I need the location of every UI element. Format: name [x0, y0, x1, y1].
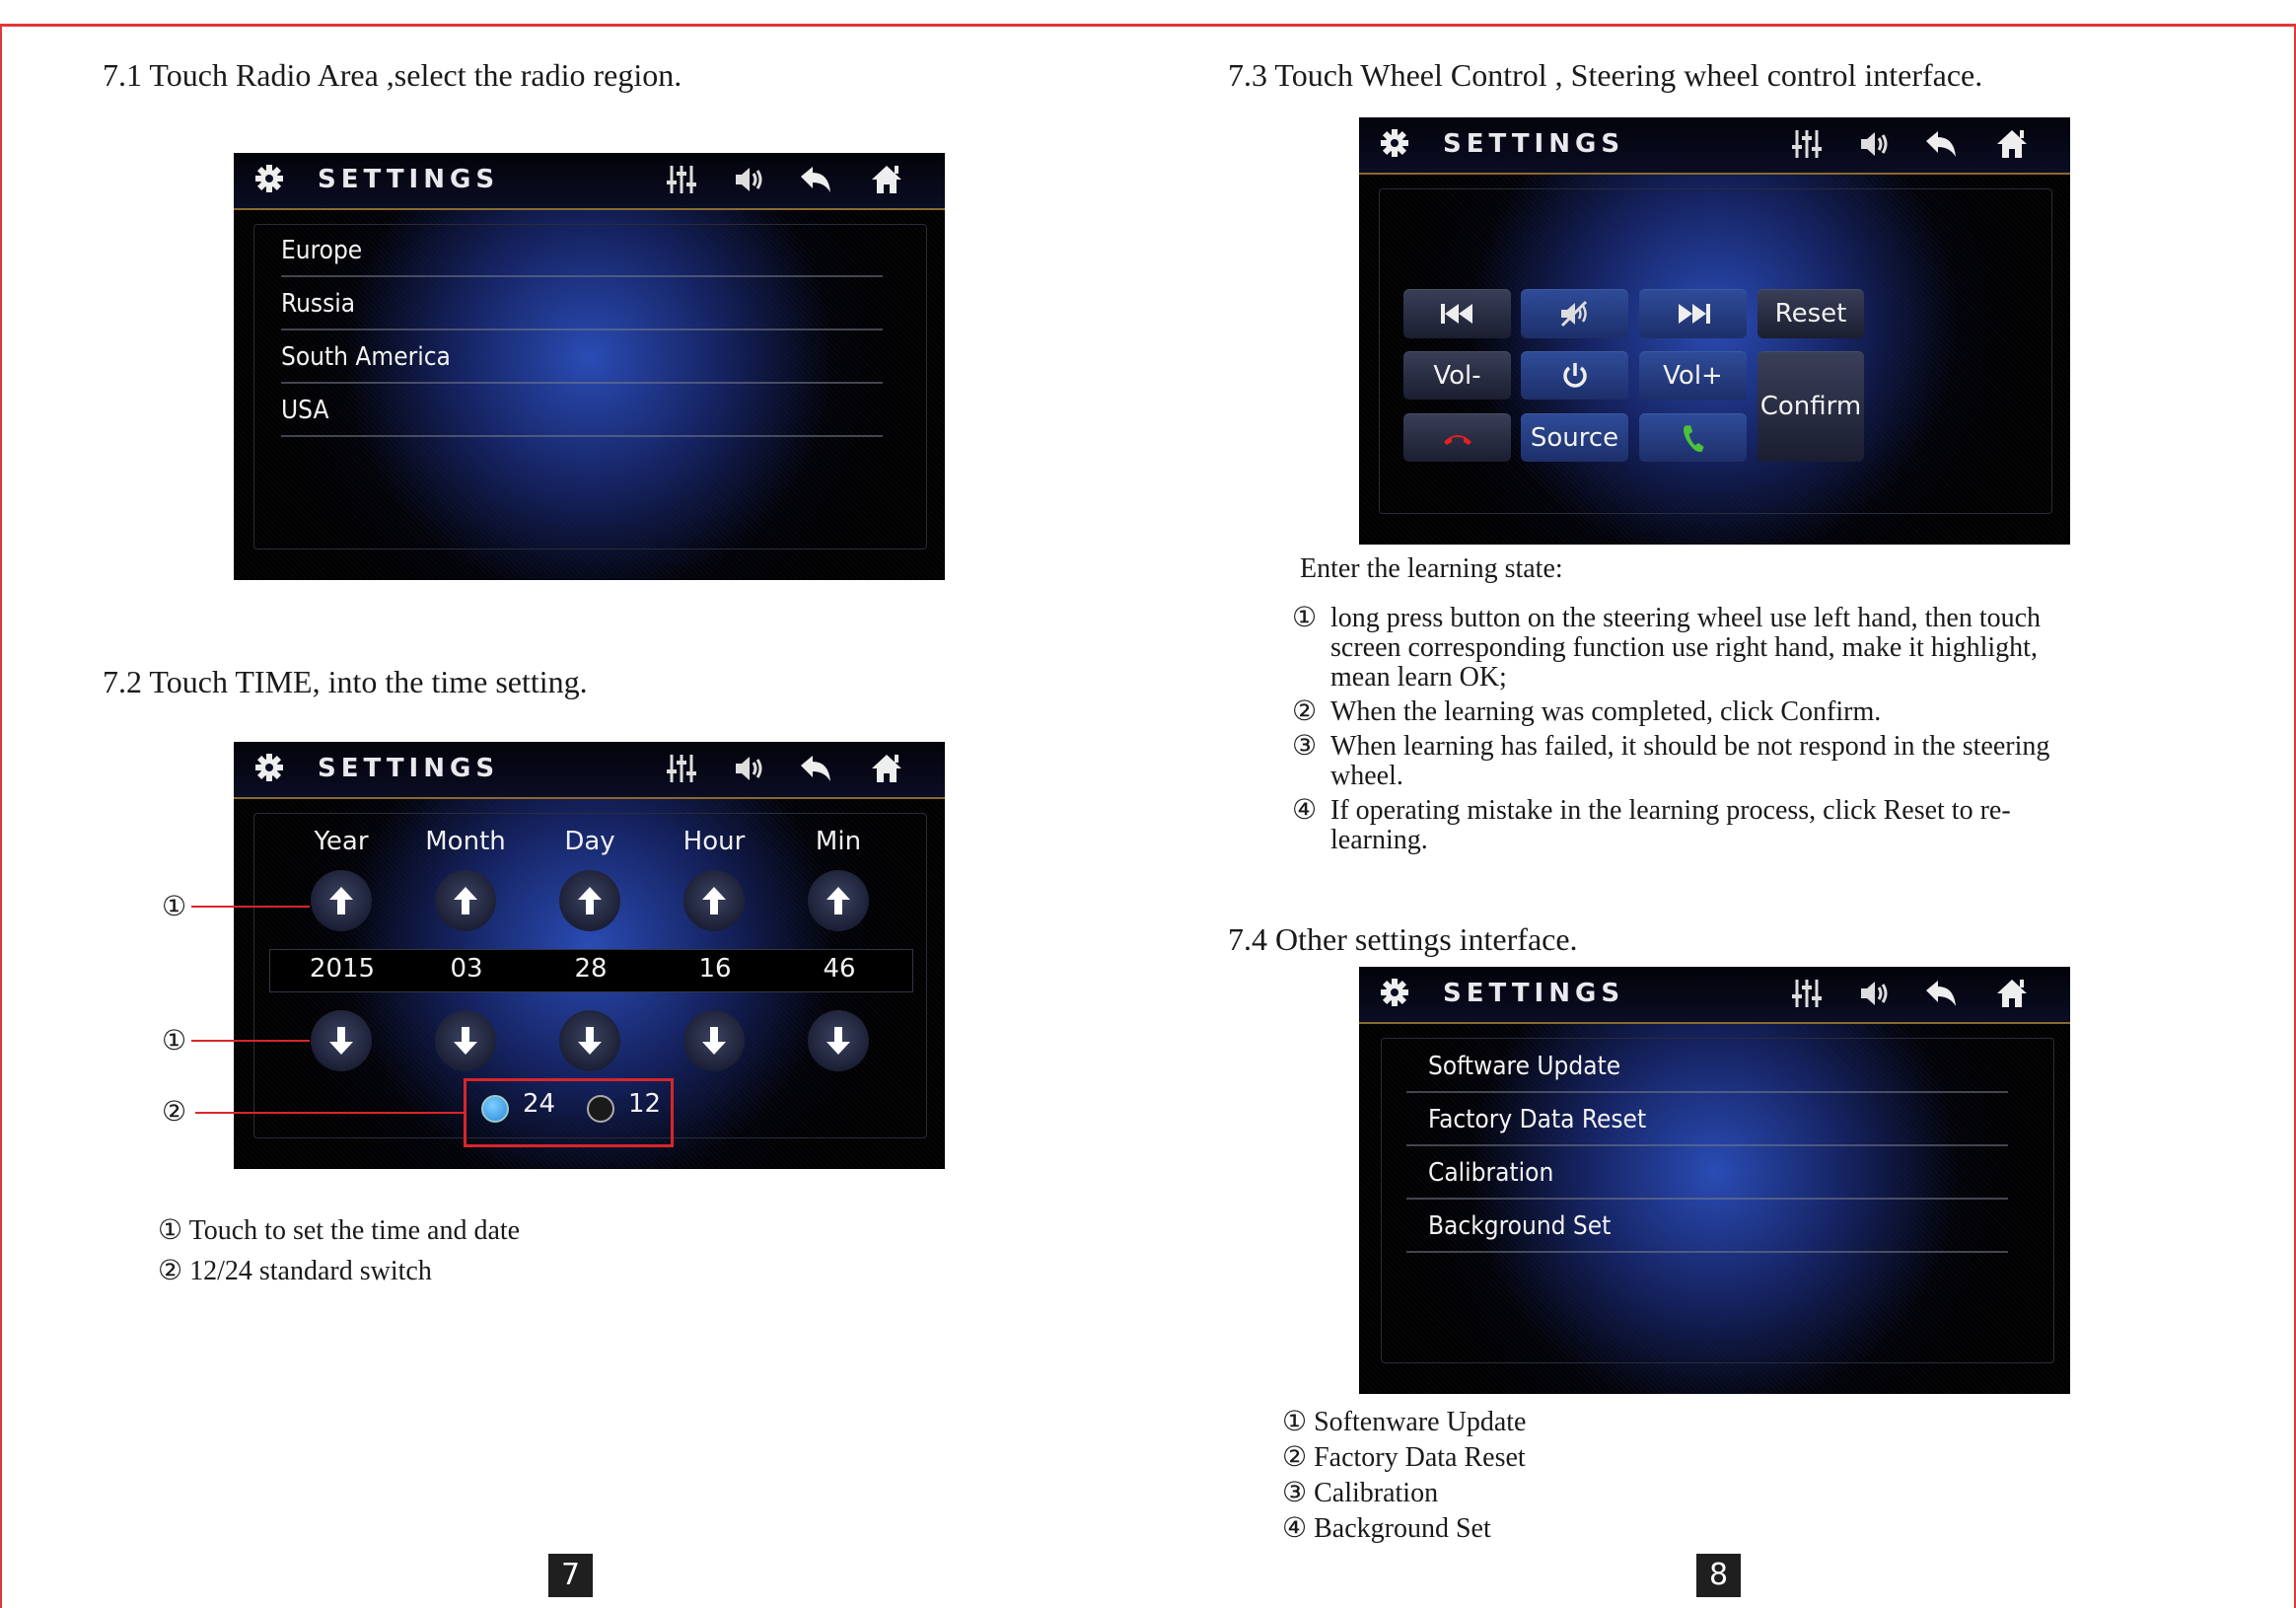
back-icon[interactable]	[1924, 977, 1958, 1010]
step-3-line-2: wheel.	[1330, 761, 1403, 791]
wheel-control-screen	[1359, 117, 2070, 545]
equalizer-icon[interactable]	[665, 163, 698, 196]
day-label: Day	[564, 827, 615, 856]
home-icon[interactable]	[1995, 127, 2029, 161]
section-71-heading: 7.1 Touch Radio Area ,select the radio region.	[103, 57, 682, 93]
arrow-down-icon	[448, 1023, 483, 1059]
min-value: 46	[823, 954, 856, 984]
section-73-heading: 7.3 Touch Wheel Control , Steering wheel control interface.	[1228, 57, 1983, 93]
page-border-left	[0, 24, 2, 1608]
arrow-up-icon	[448, 883, 483, 918]
arrow-down-icon	[323, 1023, 359, 1059]
arrow-down-icon	[696, 1023, 732, 1059]
gear-icon	[1379, 977, 1410, 1008]
region-item-usa[interactable]: USA	[281, 382, 883, 437]
step-3-line-1: When learning has failed, it should be not respond in the steering	[1330, 731, 2050, 762]
step-2-num: ②	[1292, 696, 1318, 727]
step-4-line-2: learning.	[1330, 825, 1428, 855]
hang-up-button[interactable]	[1403, 413, 1511, 462]
arrow-down-icon	[572, 1023, 608, 1059]
month-value: 03	[450, 954, 483, 984]
section-72-heading: 7.2 Touch TIME, into the time setting.	[103, 664, 588, 699]
other-settings-screen	[1359, 967, 2070, 1394]
step-3-num: ③	[1292, 731, 1318, 762]
gear-icon	[1379, 127, 1410, 159]
power-icon	[1561, 361, 1589, 391]
day-down-button[interactable]	[559, 1010, 620, 1071]
source-button[interactable]: Source	[1521, 413, 1628, 462]
note-2: ② 12/24 standard switch	[158, 1256, 432, 1286]
step-1-line-3: mean learn OK;	[1330, 662, 1507, 693]
settings-title: SETTINGS	[318, 165, 500, 194]
step-4-line-1: If operating mistake in the learning process, click Reset to re-	[1330, 795, 2011, 826]
back-icon[interactable]	[1924, 127, 1958, 161]
volume-icon[interactable]	[732, 752, 765, 785]
settings-item-factory-reset[interactable]: Factory Data Reset	[1406, 1091, 2008, 1146]
arrow-up-icon	[572, 883, 608, 918]
equalizer-icon[interactable]	[1790, 127, 1824, 161]
day-up-button[interactable]	[559, 870, 620, 931]
hour-label: Hour	[682, 827, 746, 856]
home-icon[interactable]	[870, 752, 903, 785]
year-up-button[interactable]	[311, 870, 372, 931]
prev-track-button[interactable]	[1403, 289, 1511, 338]
format-24-label: 24	[523, 1089, 556, 1119]
legend-item-2: ② Factory Data Reset	[1282, 1442, 1526, 1473]
arrow-up-icon	[821, 883, 856, 918]
hour-up-button[interactable]	[683, 870, 745, 931]
home-icon[interactable]	[870, 163, 903, 196]
arrow-down-icon	[821, 1023, 856, 1059]
time-value-bar	[269, 949, 913, 992]
section-74-heading: 7.4 Other settings interface.	[1228, 921, 1578, 957]
hour-value: 16	[698, 954, 732, 984]
back-icon[interactable]	[799, 163, 832, 196]
settings-item-background-set[interactable]: Background Set	[1406, 1198, 2008, 1253]
note-1: ① Touch to set the time and date	[158, 1215, 521, 1246]
vol-up-button[interactable]: Vol+	[1639, 351, 1747, 400]
call-button[interactable]	[1639, 413, 1747, 462]
min-up-button[interactable]	[808, 870, 869, 931]
volume-icon[interactable]	[732, 163, 765, 196]
callout-line	[195, 1112, 466, 1114]
vol-down-button[interactable]: Vol-	[1403, 351, 1511, 400]
step-2-line-1: When the learning was completed, click Confirm.	[1330, 696, 1882, 727]
min-down-button[interactable]	[808, 1010, 869, 1071]
reset-button[interactable]: Reset	[1758, 289, 1864, 338]
home-icon[interactable]	[1995, 977, 2029, 1010]
equalizer-icon[interactable]	[665, 752, 698, 785]
min-label: Min	[815, 827, 862, 856]
next-track-button[interactable]	[1639, 289, 1747, 338]
power-button[interactable]	[1521, 351, 1628, 400]
settings-title: SETTINGS	[1443, 979, 1625, 1008]
year-label: Year	[314, 827, 369, 856]
callout-1-down: ①	[162, 1026, 187, 1057]
settings-title: SETTINGS	[1443, 129, 1625, 159]
step-1-line-1: long press button on the steering wheel use left hand, then touch	[1330, 603, 2042, 633]
year-down-button[interactable]	[311, 1010, 372, 1071]
hang-up-icon	[1442, 430, 1473, 446]
hour-down-button[interactable]	[683, 1010, 745, 1071]
callout-2: ②	[162, 1097, 187, 1128]
day-value: 28	[574, 954, 608, 984]
legend-item-3: ③ Calibration	[1282, 1478, 1439, 1508]
month-down-button[interactable]	[435, 1010, 496, 1071]
region-item-russia[interactable]: Russia	[281, 275, 883, 330]
callout-1-up: ①	[162, 892, 187, 922]
settings-title: SETTINGS	[318, 754, 500, 783]
step-1-num: ①	[1292, 603, 1318, 633]
page-number-7: 7	[548, 1554, 593, 1597]
page-number-8: 8	[1696, 1554, 1741, 1597]
volume-icon[interactable]	[1857, 127, 1891, 161]
callout-line	[191, 1040, 310, 1042]
arrow-up-icon	[696, 883, 732, 918]
previous-track-icon	[1440, 303, 1475, 325]
arrow-up-icon	[323, 883, 359, 918]
volume-icon[interactable]	[1857, 977, 1891, 1010]
step-4-num: ④	[1292, 795, 1318, 826]
callout-line	[191, 906, 310, 908]
back-icon[interactable]	[799, 752, 832, 785]
legend-item-1: ① Softenware Update	[1282, 1407, 1527, 1437]
learning-intro: Enter the learning state:	[1300, 553, 1563, 584]
settings-topbar	[234, 153, 945, 210]
step-1-line-2: screen corresponding function use right hand, make it highlight,	[1330, 632, 2038, 663]
settings-topbar	[234, 742, 945, 799]
month-label: Month	[425, 827, 506, 856]
page-border-top	[0, 24, 2296, 27]
gear-icon	[253, 163, 285, 194]
settings-item-calibration[interactable]: Calibration	[1406, 1144, 2008, 1200]
mute-button[interactable]	[1521, 289, 1628, 338]
mute-icon	[1558, 300, 1592, 328]
settings-topbar	[1359, 117, 2070, 175]
region-item-south-america[interactable]: South America	[281, 329, 883, 384]
format-12-label: 12	[628, 1089, 662, 1119]
confirm-button[interactable]: Confirm	[1758, 351, 1864, 462]
legend-item-4: ④ Background Set	[1282, 1513, 1491, 1544]
format-switch-highlight	[464, 1078, 674, 1147]
month-up-button[interactable]	[435, 870, 496, 931]
region-item-europe[interactable]: Europe	[281, 222, 883, 277]
radio-area-screen	[234, 153, 945, 580]
next-track-icon	[1676, 303, 1711, 325]
equalizer-icon[interactable]	[1790, 977, 1824, 1010]
call-icon	[1681, 424, 1706, 452]
settings-topbar	[1359, 967, 2070, 1024]
year-value: 2015	[309, 954, 376, 984]
gear-icon	[253, 752, 285, 783]
settings-item-software-update[interactable]: Software Update	[1406, 1038, 2008, 1093]
